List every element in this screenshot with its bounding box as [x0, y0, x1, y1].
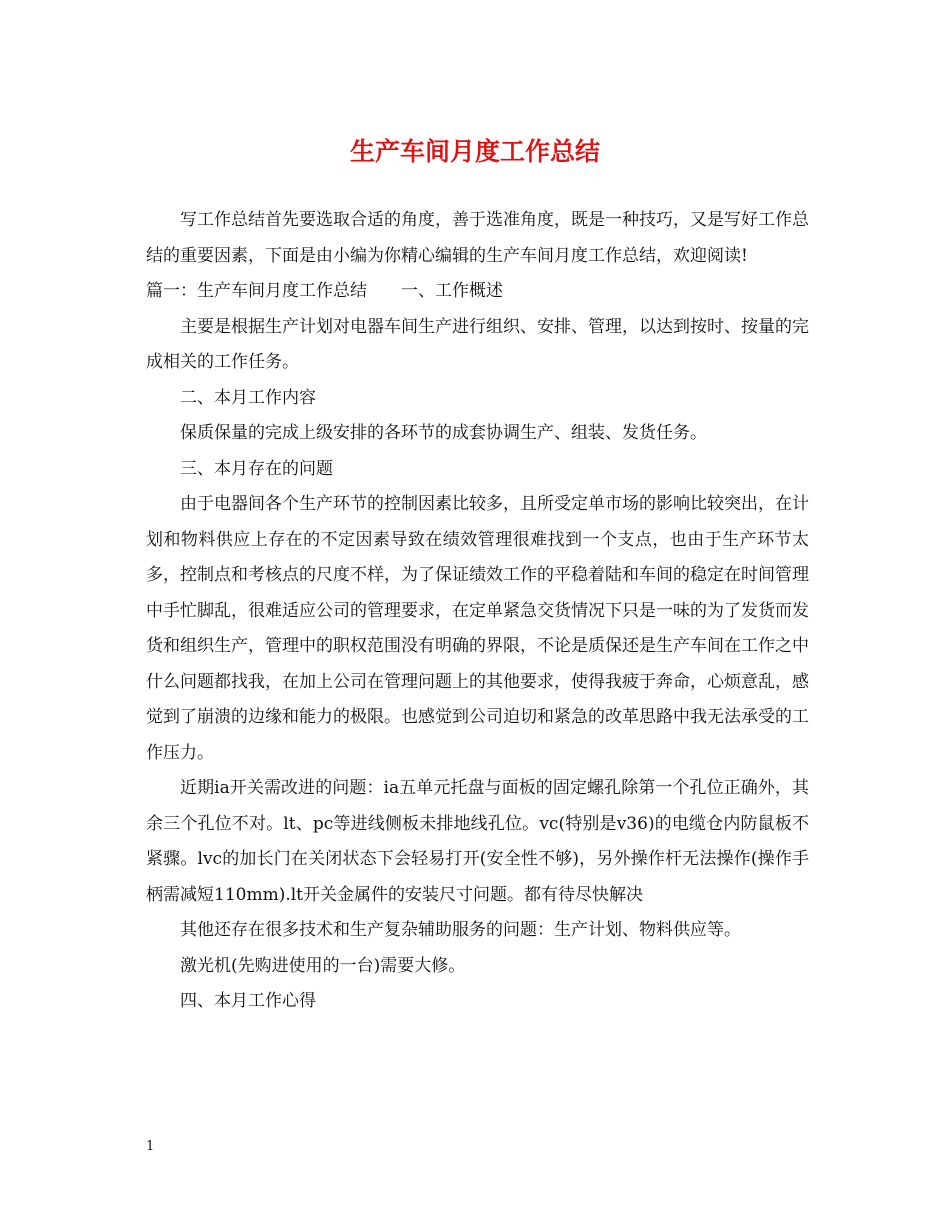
document-title: 生产车间月度工作总结 — [349, 137, 600, 166]
section-heading-work-content: 二、本月工作内容 — [180, 387, 316, 408]
overview-paragraph: 主要是根据生产计划对电器车间生产进行组织、安排、管理，以达到按时、按量的完成相关的工作任务。 — [146, 316, 809, 372]
section-heading-insights: 四、本月工作心得 — [180, 991, 316, 1011]
intro-paragraph: 写工作总结首先要选取合适的角度，善于选准角度，既是一种技巧，又是写好工作总结的重要因素，下面是由小编为你精心编辑的生产车间月度工作总结，欢迎阅读! — [146, 210, 809, 266]
page-number: 1 — [146, 1139, 155, 1154]
problems-paragraph: 由于电器间各个生产环节的控制因素比较多，且所受定单市场的影响比较突出，在计划和物料供应上存在的不定因素导致在绩效管理很难找到一个支点，也由于生产环节太多，控制点和考核点的尺度不样，为了保证绩效工作的平稳着陆和车间的稳定在时间管理中手忙脚乱，很难适应公司的管理要求，在定单紧急交货情况下只是一味的为了发货而发货和组织生产，管理中的职权范围没有明确的界限，不论是质保还是生产车间在工作之中什么问题都找我，在加上公司在管理问题上的其他要求，使得我疲于奔命，心烦意乱，感觉到了崩溃的边缘和能力的极限。也感觉到公司迫切和紧急的改革思路中我无法承受的工作压力。 — [146, 494, 809, 763]
laser-machine-paragraph: 激光机(先购进使用的一台)需要大修。 — [180, 955, 466, 976]
document-body — [146, 203, 809, 1020]
other-issues-paragraph: 其他还存在很多技术和生产复杂辅助服务的问题：生产计划、物料供应等。 — [180, 920, 741, 940]
work-content-paragraph: 保质保量的完成上级安排的各环节的成套协调生产、组装、发货任务。 — [180, 423, 707, 443]
section-heading-problems: 三、本月存在的问题 — [180, 458, 333, 479]
section-heading-part-one: 篇一：生产车间月度工作总结 一、工作概述 — [146, 281, 503, 301]
improvement-issues-paragraph: 近期ia开关需改进的问题：ia五单元托盘与面板的固定螺孔除第一个孔位正确外，其余三个孔位不对。lt、pc等进线侧板未排地线孔位。vc(特别是v36)的电缆仓内防鼠板不紧骤。lvc的加长门在关闭状态下会轻易打开(安全性不够)，另外操作杆无法操作(操作手柄需减短110mm).lt开关金属件的安装尺寸问题。都有待尽快解决 — [146, 778, 809, 905]
